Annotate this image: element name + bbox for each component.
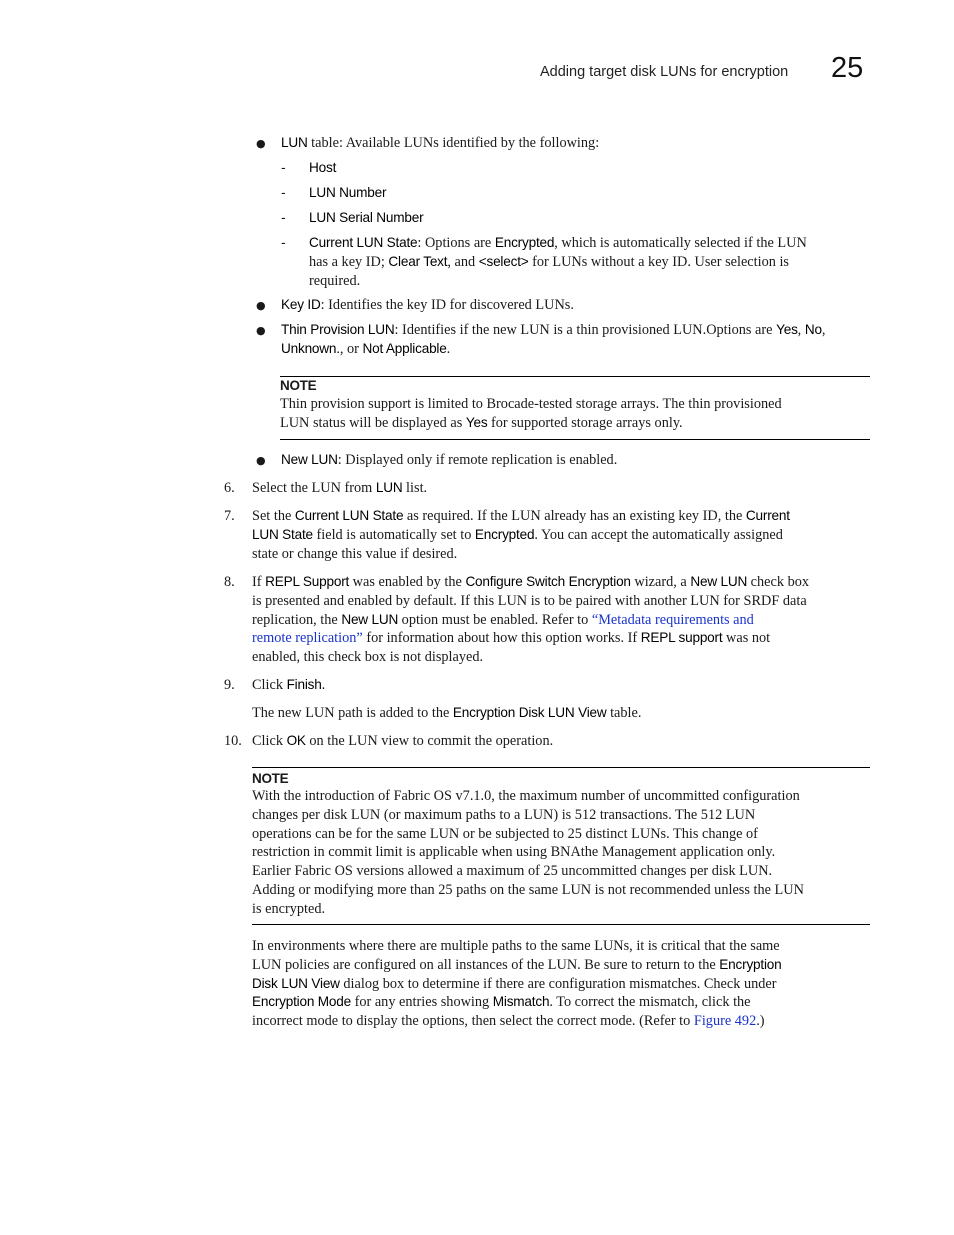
- figure-492-link[interactable]: Figure 492: [693, 1013, 757, 1030]
- metadata-requirements-link[interactable]: “Metadata requirements and: [591, 611, 754, 628]
- note-bottom-rule: [252, 924, 870, 925]
- bullet-new-lun: New LUN: Displayed only if remote replication is enabled.: [281, 452, 618, 468]
- step-9-result: The new LUN path is added to the Encryption Disk LUN View table.: [252, 705, 642, 721]
- running-header-title: Adding target disk LUNs for encryption: [540, 64, 789, 80]
- note-label: NOTE: [280, 378, 317, 393]
- subitem-host: Host: [309, 160, 337, 175]
- bullet-icon: ●: [256, 137, 266, 150]
- remote-replication-link[interactable]: remote replication”: [252, 630, 363, 647]
- bullet-icon: ●: [256, 324, 266, 337]
- note-commit-limit-text: With the introduction of Fabric OS v7.1.0, the maximum number of uncommitted configuration changes per disk LUN (or maximum paths to a LUN) is 512 transactions. The 512 LUN operations can be for the same LUN or be subjected to 25 distinct LUNs. This change of restriction in commit limit is applicable when using BNAthe Management application only. Earlier Fabric OS versions allowed a maximum of 25 uncommitted changes per disk LUN. Adding or modifying more than 25 paths on the same LUN is not recommended unless the LUN is encrypted.: [252, 788, 804, 917]
- bullet-lun-table: LUN table: Available LUNs identified by the following:: [281, 135, 600, 151]
- note-top-rule: [252, 767, 870, 768]
- dash-icon: -: [281, 184, 286, 200]
- dash-icon: -: [281, 234, 286, 250]
- step-9-text: Click Finish.: [252, 677, 326, 693]
- bullet-thin-provision-lun: Thin Provision LUN: Identifies if the new LUN is a thin provisioned LUN.Options are Yes, No, Unknown., or Not Applicable.: [281, 322, 826, 357]
- dash-icon: -: [281, 209, 286, 225]
- step-10-text: Click OK on the LUN view to commit the operation.: [252, 733, 554, 749]
- step-number: 10.: [224, 733, 242, 749]
- bullet-icon: ●: [256, 454, 266, 467]
- step-number: 9.: [224, 677, 235, 693]
- step-number: 6.: [224, 480, 235, 496]
- note-label: NOTE: [252, 771, 289, 786]
- chapter-number: 25: [831, 52, 864, 84]
- subitem-lun-number: LUN Number: [309, 185, 387, 200]
- bullet-icon: ●: [256, 299, 266, 312]
- subitem-current-lun-state: Current LUN State: Options are Encrypted, which is automatically selected if the LUN has a key ID; Clear Text, and <select> for LUNs without a key ID. User selection is required.: [309, 235, 807, 289]
- note-thin-provision-text: Thin provision support is limited to Brocade-tested storage arrays. The thin provisioned LUN status will be displayed as Yes for supported storage arrays only.: [280, 396, 782, 431]
- step-7-text: Set the Current LUN State as required. If the LUN already has an existing key ID, the Current LUN State field is automatically set to Encrypted. You can accept the automatically assigned state or change this value if desired.: [252, 508, 790, 562]
- note-bottom-rule: [280, 439, 870, 440]
- step-number: 8.: [224, 574, 235, 590]
- step-8-text: If REPL Support was enabled by the Configure Switch Encryption wizard, a New LUN check box is presented and enabled by default. If this LUN is to be paired with another LUN for SRDF data replication, the New LUN option must be enabled. Refer to “Metadata requirements and remote replication” for information about how this option works. If REPL support was not enabled, this check box is not displayed.: [252, 574, 810, 666]
- paragraph-lun-policies: In environments where there are multiple paths to the same LUNs, it is critical that the same LUN policies are configured on all instances of the LUN. Be sure to return to the Encryption Disk LUN View dialog box to determine if there are configuration mismatches. Check under Encryption Mode for any entries showing Mismatch. To correct the mismatch, click the incorrect mode to display the options, then select the correct mode. (Refer to Figure 492.): [252, 938, 782, 1030]
- step-number: 7.: [224, 508, 235, 524]
- bullet-key-id: Key ID: Identifies the key ID for discovered LUNs.: [281, 297, 574, 313]
- dash-icon: -: [281, 159, 286, 175]
- note-top-rule: [280, 376, 870, 377]
- subitem-lun-serial-number: LUN Serial Number: [309, 210, 424, 225]
- step-6-text: Select the LUN from LUN list.: [252, 480, 428, 496]
